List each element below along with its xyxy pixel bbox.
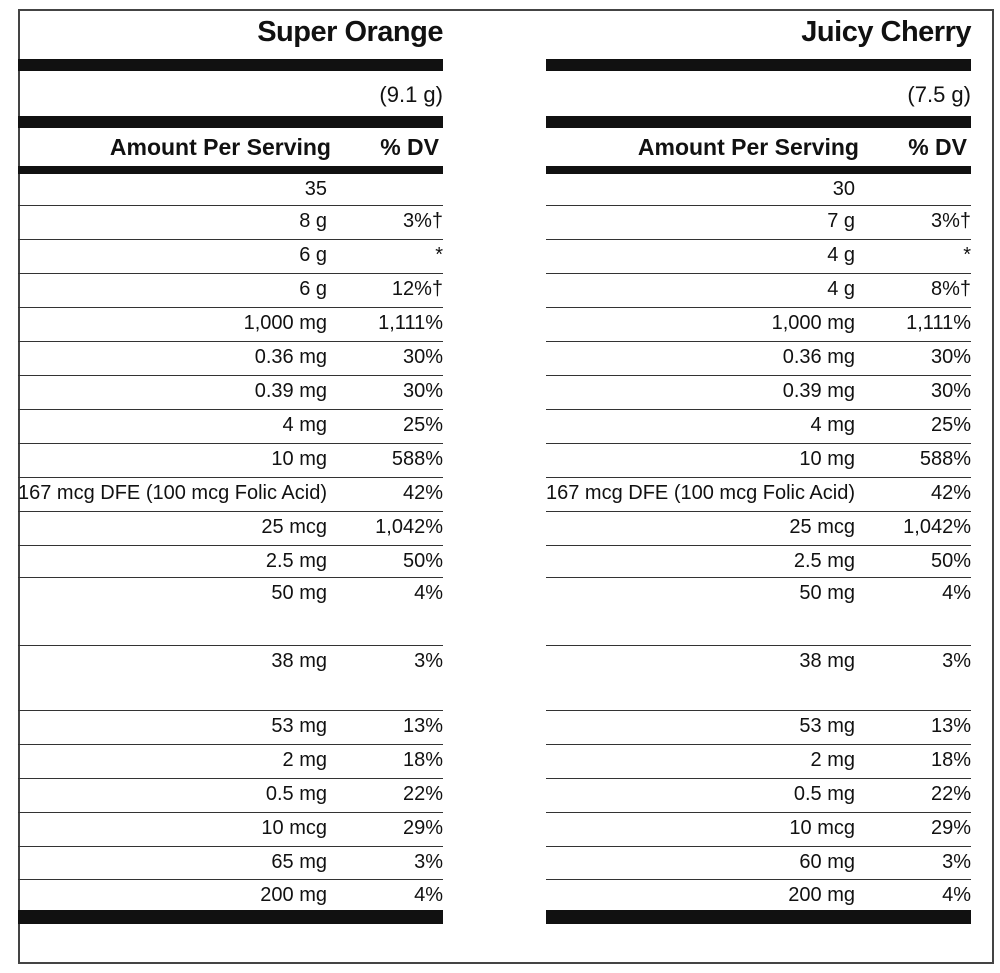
amount-value: 4 g [827,244,855,266]
nutrient-row [546,847,971,880]
nutrient-row [18,274,443,308]
nutrient-row [546,274,971,308]
nutrient-row [546,546,971,578]
nutrient-row [546,880,971,906]
amount-value: 7 g [827,210,855,232]
dv-label: % DV [908,134,967,160]
dv-value: 13% [402,715,443,737]
nutrient-row [546,308,971,342]
dv-value: 50% [402,550,443,572]
amount-value: 25 mcg [789,516,855,538]
dv-value: 4% [942,884,971,906]
amount-value: 60 mg [799,851,855,873]
dv-value: 13% [930,715,971,737]
dv-value: 1,042% [903,516,971,538]
nutrient-row [546,174,971,206]
amount-value: 10 mcg [789,817,855,839]
amount-value: 0.36 mg [254,346,327,368]
amount-value: 8 g [299,210,327,232]
amount-value: 2 mg [810,749,855,771]
amount-value: 25 mcg [261,516,327,538]
dv-value: 8%† [930,278,971,300]
amount-value: 0.39 mg [782,380,855,402]
nutrient-row [18,478,443,512]
dv-value: 3%† [402,210,443,232]
nutrient-row [18,646,443,711]
dv-value: 30% [930,380,971,402]
amount-value: 1,000 mg [771,312,855,334]
amount-value: 2 mg [282,749,327,771]
nutrient-row [546,711,971,745]
amount-value: 167 mcg DFE (100 mcg Folic Acid) [546,482,855,504]
nutrient-row [18,444,443,478]
dv-value: 25% [930,414,971,436]
dv-value: 1,111% [378,312,443,334]
medium-rule [18,166,443,174]
nutrient-row [18,880,443,906]
dv-value: 12%† [391,278,443,300]
bottom-thick-rule [18,910,443,924]
nutrient-row [18,779,443,813]
amount-value: 50 mg [271,582,327,604]
bottom-thick-rule [546,910,971,924]
dv-value: 3% [414,851,443,873]
amount-value: 0.39 mg [254,380,327,402]
dv-value: 4% [414,884,443,906]
nutrient-row [546,444,971,478]
nutrient-row [546,578,971,646]
panel-title: Juicy Cherry [801,16,971,48]
nutrient-row [546,512,971,546]
amount-value: 200 mg [788,884,855,906]
nutrient-row [18,546,443,578]
dv-value: 22% [930,783,971,805]
amount-value: 1,000 mg [243,312,327,334]
nutrient-row [546,240,971,274]
amount-value: 0.5 mg [265,783,327,805]
amount-value: 53 mg [799,715,855,737]
thick-rule [546,116,971,128]
dv-value: 50% [930,550,971,572]
amount-value: 10 mg [271,448,327,470]
amount-value: 6 g [299,244,327,266]
dv-value: * [963,244,971,266]
dv-value: 3% [414,650,443,672]
amount-value: 38 mg [799,650,855,672]
dv-value: 22% [402,783,443,805]
nutrient-row [546,342,971,376]
dv-value: 42% [930,482,971,504]
dv-value: 3% [942,650,971,672]
amount-value: 10 mcg [261,817,327,839]
amount-value: 30 [832,178,855,200]
dv-value: 29% [930,817,971,839]
nutrient-row [18,376,443,410]
amount-value: 4 mg [282,414,327,436]
medium-rule [546,166,971,174]
dv-value: 18% [930,749,971,771]
nutrient-row [18,174,443,206]
serving-size: (7.5 g) [907,82,971,107]
dv-label: % DV [380,134,439,160]
amount-per-serving-label: Amount Per Serving [637,134,859,160]
amount-value: 4 mg [810,414,855,436]
amount-value: 38 mg [271,650,327,672]
dv-value: 30% [402,346,443,368]
nutrient-row [18,206,443,240]
amount-value: 10 mg [799,448,855,470]
thick-rule [18,59,443,71]
amount-value: 0.5 mg [793,783,855,805]
nutrient-row [546,646,971,711]
dv-value: 588% [391,448,443,470]
amount-value: 35 [304,178,327,200]
nutrient-row [18,745,443,779]
nutrient-row [18,578,443,646]
dv-value: 1,111% [906,312,971,334]
nutrient-row [18,410,443,444]
nutrient-row [546,779,971,813]
nutrient-row [18,342,443,376]
dv-value: 42% [402,482,443,504]
nutrient-row [18,240,443,274]
dv-value: 588% [919,448,971,470]
nutrient-row [546,745,971,779]
amount-value: 53 mg [271,715,327,737]
dv-value: 1,042% [375,516,443,538]
dv-value: 4% [414,582,443,604]
thick-rule [546,59,971,71]
dv-value: 3% [942,851,971,873]
nutrient-row [546,813,971,847]
amount-value: 65 mg [271,851,327,873]
dv-value: 25% [402,414,443,436]
amount-value: 2.5 mg [265,550,327,572]
amount-value: 50 mg [799,582,855,604]
amount-value: 4 g [827,278,855,300]
serving-size: (9.1 g) [379,82,443,107]
nutrient-row [546,376,971,410]
dv-value: 29% [402,817,443,839]
nutrient-row [18,847,443,880]
nutrient-row [546,410,971,444]
amount-per-serving-label: Amount Per Serving [109,134,331,160]
amount-value: 200 mg [260,884,327,906]
nutrient-row [546,478,971,512]
amount-value: 2.5 mg [793,550,855,572]
amount-value: 6 g [299,278,327,300]
nutrient-row [18,711,443,745]
panel-title: Super Orange [257,16,443,48]
dv-value: * [435,244,443,266]
nutrient-row [18,813,443,847]
nutrient-row [546,206,971,240]
dv-value: 30% [402,380,443,402]
nutrient-row [18,308,443,342]
amount-value: 0.36 mg [782,346,855,368]
dv-value: 3%† [930,210,971,232]
amount-value: 167 mcg DFE (100 mcg Folic Acid) [18,482,327,504]
dv-value: 4% [942,582,971,604]
nutrient-row [18,512,443,546]
thick-rule [18,116,443,128]
dv-value: 18% [402,749,443,771]
dv-value: 30% [930,346,971,368]
